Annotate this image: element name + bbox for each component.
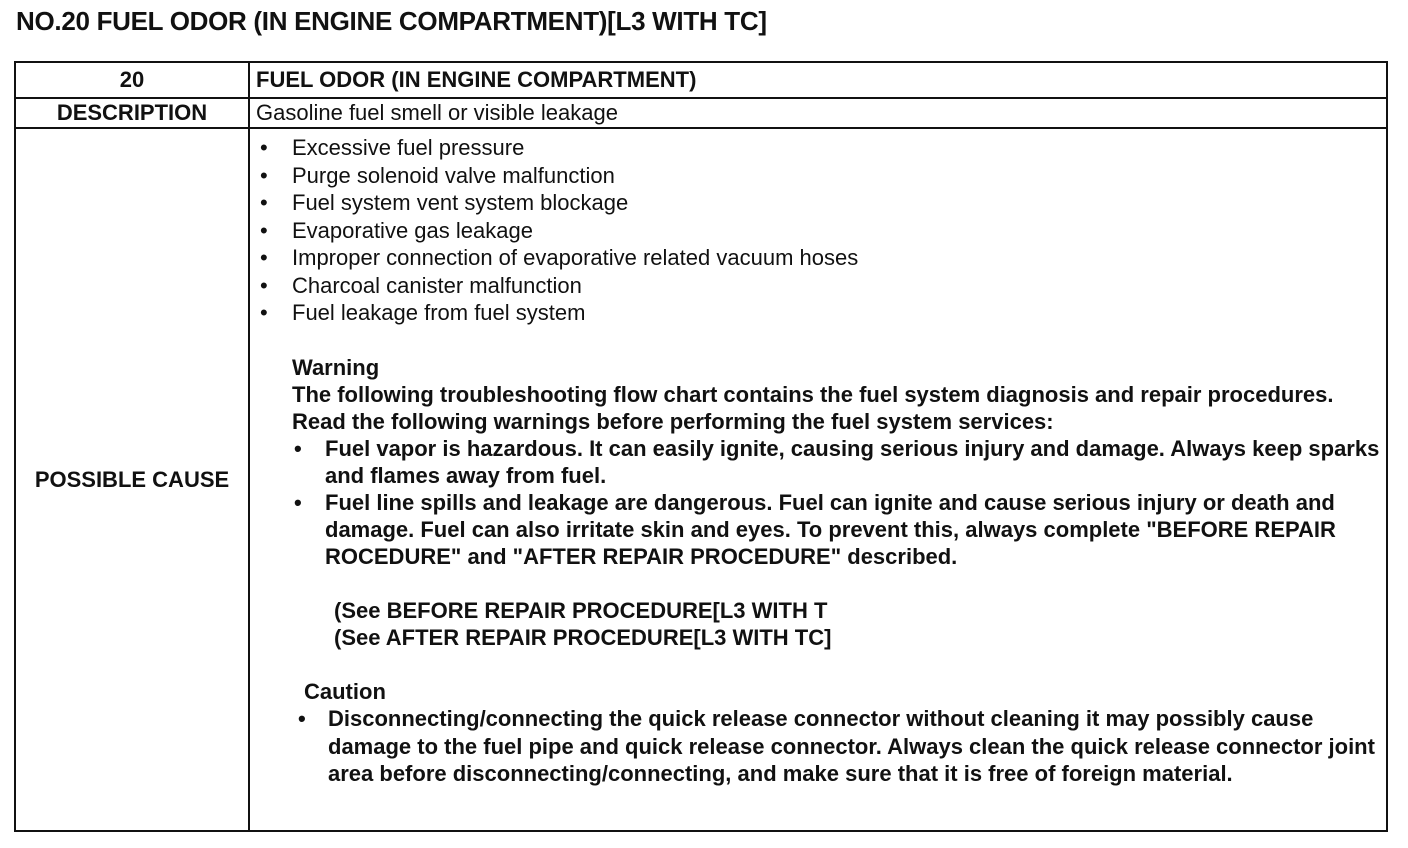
caution-block (250, 678, 1386, 788)
warning-item: • Fuel line spills and leakage are dangerous. Fuel can ignite and cause serious injury or death and damage. Fuel can also irritate skin and eyes. To prevent this, always complete "BEFORE REPAIR ROCEDURE" and "AFTER REPAIR PROCEDURE" described. (325, 489, 1386, 570)
warning-list (292, 435, 1386, 570)
cause-item: • Purge solenoid valve malfunction (292, 162, 1386, 190)
possible-cause-content (249, 128, 1387, 831)
cause-list (250, 129, 1386, 327)
cause-item: • Excessive fuel pressure (292, 134, 1386, 162)
symptom-heading: FUEL ODOR (IN ENGINE COMPARTMENT) (249, 62, 1387, 98)
possible-cause-row (15, 128, 1387, 831)
page-title: NO.20 FUEL ODOR (IN ENGINE COMPARTMENT)[L3 WITH TC] (16, 6, 767, 36)
see-references (250, 597, 1386, 651)
caution-item: • Disconnecting/connecting the quick release connector without cleaning it may possibly cause damage to the fuel pipe and quick release connector. Always clean the quick release connector joint area before disconnecting/connecting, and make sure that it is free of foreign material. (328, 705, 1386, 788)
see-after-repair-link[interactable]: (See AFTER REPAIR PROCEDURE[L3 WITH TC] (334, 624, 832, 650)
possible-cause-label: POSSIBLE CAUSE (15, 128, 249, 831)
warning-block (250, 354, 1386, 570)
cause-item: • Evaporative gas leakage (292, 217, 1386, 245)
cause-item: • Fuel system vent system blockage (292, 189, 1386, 217)
description-label: DESCRIPTION (15, 98, 249, 128)
diagnostic-table (14, 61, 1388, 832)
table-header-row (15, 62, 1387, 98)
caution-list (304, 705, 1386, 788)
caution-title: Caution (304, 678, 386, 704)
warning-intro: The following troubleshooting flow chart contains the fuel system diagnosis and repair procedures. Read the following warnings before performing the fuel system services: (292, 381, 1334, 434)
warning-item: • Fuel vapor is hazardous. It can easily ignite, causing serious injury and damage. Always keep sparks and flames away from fuel. (325, 435, 1386, 489)
description-value: Gasoline fuel smell or visible leakage (249, 98, 1387, 128)
warning-title: Warning (292, 354, 380, 380)
description-row (15, 98, 1387, 128)
see-before-repair-link[interactable]: (See BEFORE REPAIR PROCEDURE[L3 WITH T (334, 597, 828, 623)
symptom-number: 20 (15, 62, 249, 98)
cause-item: • Fuel leakage from fuel system (292, 299, 1386, 327)
cause-item: • Improper connection of evaporative related vacuum hoses (292, 244, 1386, 272)
cause-item: • Charcoal canister malfunction (292, 272, 1386, 300)
